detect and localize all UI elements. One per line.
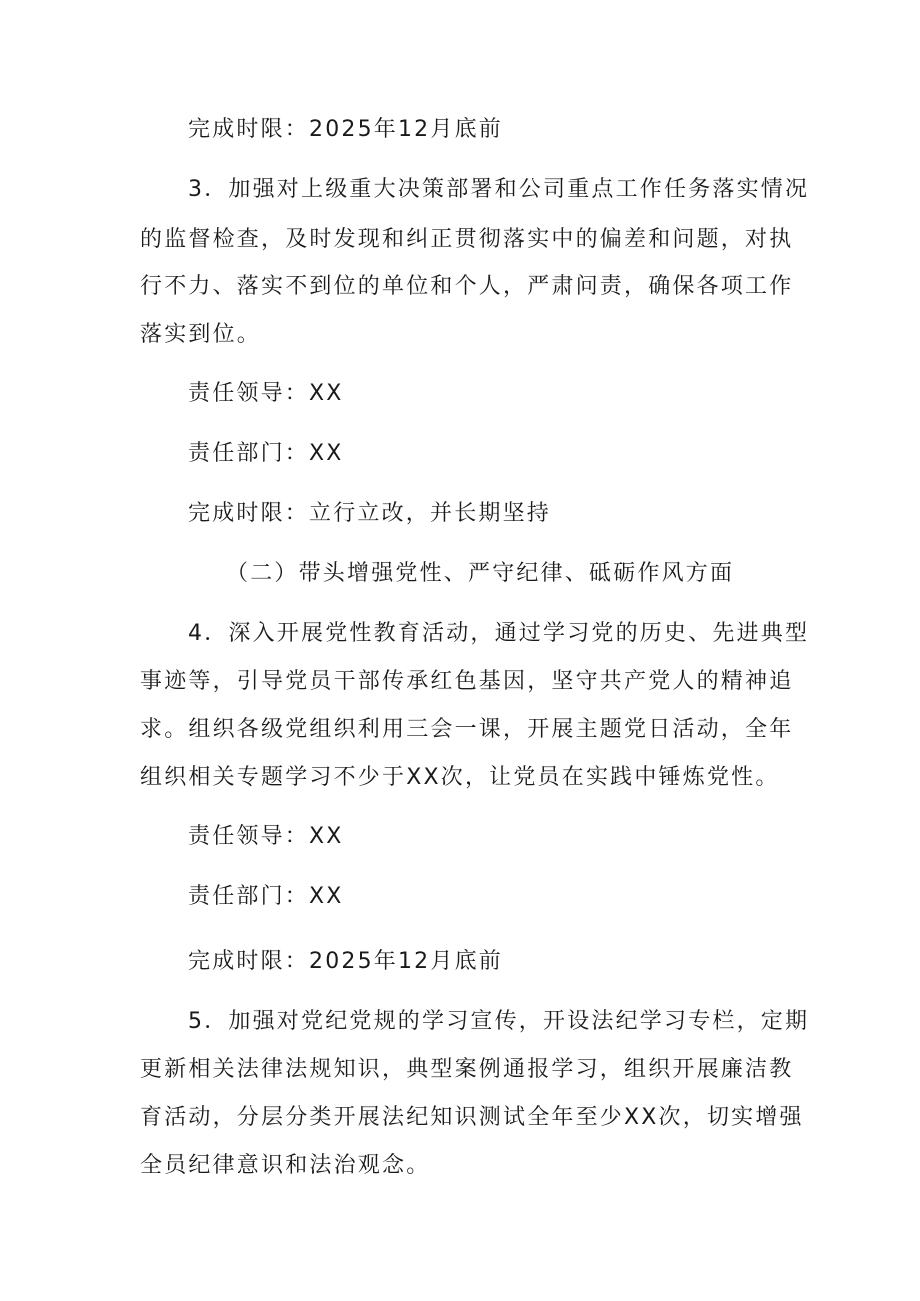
responsible-department: 责任部门：XX xyxy=(188,884,344,909)
item-5-line-3: 育活动，分层分类开展法纪知识测试全年至少XX次，切实增强 xyxy=(140,1105,804,1130)
responsible-leader: 责任领导：XX xyxy=(188,381,344,406)
deadline-line: 完成时限：2025年12月底前 xyxy=(188,117,503,142)
responsible-leader: 责任领导：XX xyxy=(188,824,344,849)
deadline-line: 完成时限：立行立改，并长期坚持 xyxy=(188,501,552,526)
item-3-line-4: 落实到位。 xyxy=(140,322,262,347)
item-5-line-2: 更新相关法律法规知识，典型案例通报学习，组织开展廉洁教 xyxy=(140,1057,794,1082)
section-heading: （二）带头增强党性、严守纪律、砥砺作风方面 xyxy=(226,561,735,586)
item-4-line-1: 4．深入开展党性教育活动，通过学习党的历史、先进典型 xyxy=(188,621,810,646)
item-5-line-4: 全员纪律意识和法治观念。 xyxy=(140,1153,431,1178)
item-4-line-3: 求。组织各级党组织利用三会一课，开展主题党日活动，全年 xyxy=(140,717,794,742)
item-5-line-1: 5．加强对党纪党规的学习宣传，开设法纪学习专栏，定期 xyxy=(188,1009,810,1034)
item-4-line-4: 组织相关专题学习不少于XX次，让党员在实践中锤炼党性。 xyxy=(140,765,780,790)
item-3-line-3: 行不力、落实不到位的单位和个人，严肃问责，确保各项工作 xyxy=(140,274,794,299)
item-4-line-2: 事迹等，引导党员干部传承红色基因，坚守共产党人的精神追 xyxy=(140,669,794,694)
item-3-line-1: 3．加强对上级重大决策部署和公司重点工作任务落实情况 xyxy=(188,177,810,202)
item-3-line-2: 的监督检查，及时发现和纠正贯彻落实中的偏差和问题，对执 xyxy=(140,227,794,252)
deadline-line: 完成时限：2025年12月底前 xyxy=(188,949,503,974)
responsible-department: 责任部门：XX xyxy=(188,441,344,466)
